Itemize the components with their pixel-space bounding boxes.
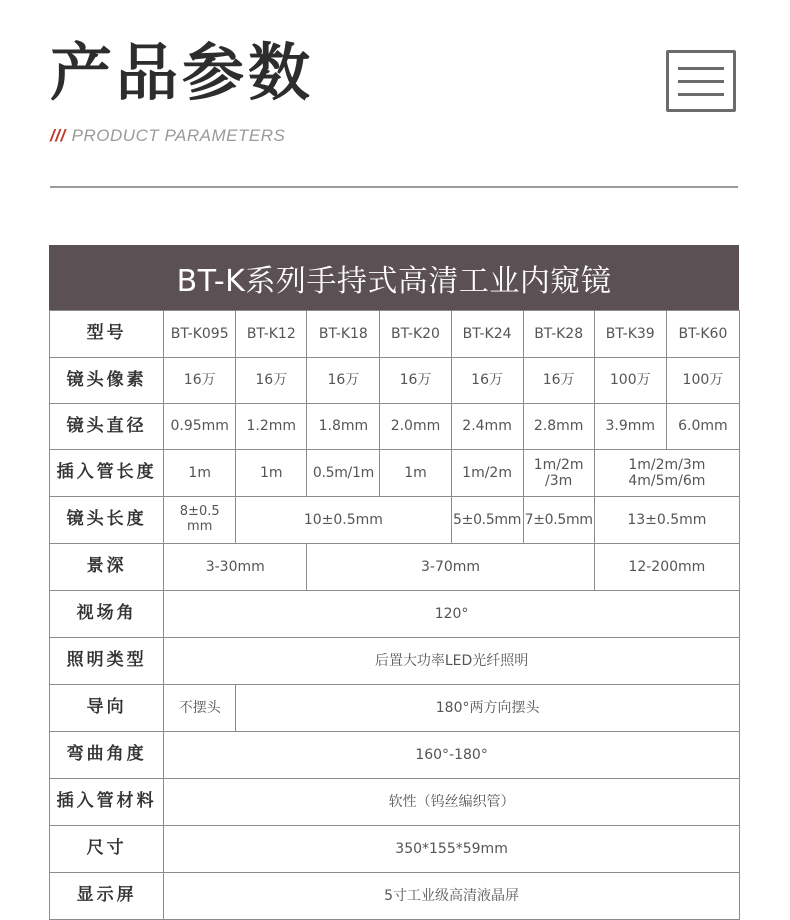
table-cell: 8±0.5 mm xyxy=(164,497,236,544)
row-label: 显示屏 xyxy=(50,873,164,920)
table-cell: 3-30mm xyxy=(164,544,307,591)
table-cell: 16万 xyxy=(451,358,523,404)
table-row-model xyxy=(50,311,740,358)
table-cell: 120° xyxy=(164,591,740,638)
table-cell: 1.2mm xyxy=(236,404,307,450)
table-title: BT-K系列手持式高清工业内窥镜 xyxy=(49,245,739,310)
table-cell: 100万 xyxy=(594,358,666,404)
subtitle-mark: /// xyxy=(50,126,66,145)
table-cell: 2.0mm xyxy=(380,404,451,450)
subtitle-text: PRODUCT PARAMETERS xyxy=(71,126,286,145)
table-cell: 16万 xyxy=(164,358,236,404)
table-cell: 不摆头 xyxy=(164,685,236,732)
row-label: 镜头像素 xyxy=(50,358,164,404)
table-cell: 5寸工业级高清液晶屏 xyxy=(164,873,740,920)
table-cell: BT-K095 xyxy=(164,311,236,358)
row-label: 导向 xyxy=(50,685,164,732)
table-cell: 1m xyxy=(164,450,236,497)
table-row-steering xyxy=(50,685,740,732)
table-cell: BT-K39 xyxy=(594,311,666,358)
row-label: 照明类型 xyxy=(50,638,164,685)
row-label: 视场角 xyxy=(50,591,164,638)
table-cell: 软性（钨丝编织管） xyxy=(164,779,740,826)
header-divider xyxy=(50,186,738,188)
table-cell: 16万 xyxy=(523,358,594,404)
table-row-size xyxy=(50,826,740,873)
row-label: 插入管长度 xyxy=(50,450,164,497)
table-cell: 160°-180° xyxy=(164,732,740,779)
table-cell: 3.9mm xyxy=(594,404,666,450)
table-cell: 6.0mm xyxy=(666,404,739,450)
table-cell: 13±0.5mm xyxy=(594,497,739,544)
table-row-screen xyxy=(50,873,740,920)
table-cell: 1m xyxy=(380,450,451,497)
table-cell: 100万 xyxy=(666,358,739,404)
table-cell: 16万 xyxy=(236,358,307,404)
table-cell: BT-K60 xyxy=(666,311,739,358)
table-cell: 0.95mm xyxy=(164,404,236,450)
table-cell: 12-200mm xyxy=(594,544,739,591)
table-row-view-angle xyxy=(50,591,740,638)
table-cell: BT-K18 xyxy=(307,311,380,358)
page-subtitle xyxy=(50,126,285,146)
row-label: 镜头直径 xyxy=(50,404,164,450)
table-cell: 1m xyxy=(236,450,307,497)
table-cell: 10±0.5mm xyxy=(236,497,451,544)
table-cell: 2.4mm xyxy=(451,404,523,450)
table-cell: 16万 xyxy=(307,358,380,404)
table-cell: 5±0.5mm xyxy=(451,497,523,544)
table-cell: BT-K20 xyxy=(380,311,451,358)
row-label: 镜头长度 xyxy=(50,497,164,544)
table-cell: 后置大功率LED光纤照明 xyxy=(164,638,740,685)
table-row-tube-material xyxy=(50,779,740,826)
table-cell: 1m/2m xyxy=(451,450,523,497)
table-cell: 350*155*59mm xyxy=(164,826,740,873)
table-row-lighting xyxy=(50,638,740,685)
table-row-pixels xyxy=(50,358,740,404)
table-cell: BT-K24 xyxy=(451,311,523,358)
table-cell: 16万 xyxy=(380,358,451,404)
table-row-depth xyxy=(50,544,740,591)
table-row-bend-angle xyxy=(50,732,740,779)
table-cell: 1m/2m /3m xyxy=(523,450,594,497)
row-label: 型号 xyxy=(50,311,164,358)
table-row-diameter xyxy=(50,404,740,450)
table-cell: BT-K28 xyxy=(523,311,594,358)
table-cell: 3-70mm xyxy=(307,544,594,591)
table-cell: 1m/2m/3m 4m/5m/6m xyxy=(594,450,739,497)
page-title: 产品参数 xyxy=(50,36,315,109)
row-label: 弯曲角度 xyxy=(50,732,164,779)
table-cell: 1.8mm xyxy=(307,404,380,450)
table-cell: 0.5m/1m xyxy=(307,450,380,497)
table-row-tube-length xyxy=(50,450,740,497)
row-label: 景深 xyxy=(50,544,164,591)
menu-icon[interactable] xyxy=(666,50,736,112)
parameters-table xyxy=(49,310,740,920)
row-label: 插入管材料 xyxy=(50,779,164,826)
table-cell: 2.8mm xyxy=(523,404,594,450)
row-label: 尺寸 xyxy=(50,826,164,873)
table-row-lens-length xyxy=(50,497,740,544)
table-cell: 180°两方向摆头 xyxy=(236,685,740,732)
table-cell: 7±0.5mm xyxy=(523,497,594,544)
table-cell: BT-K12 xyxy=(236,311,307,358)
